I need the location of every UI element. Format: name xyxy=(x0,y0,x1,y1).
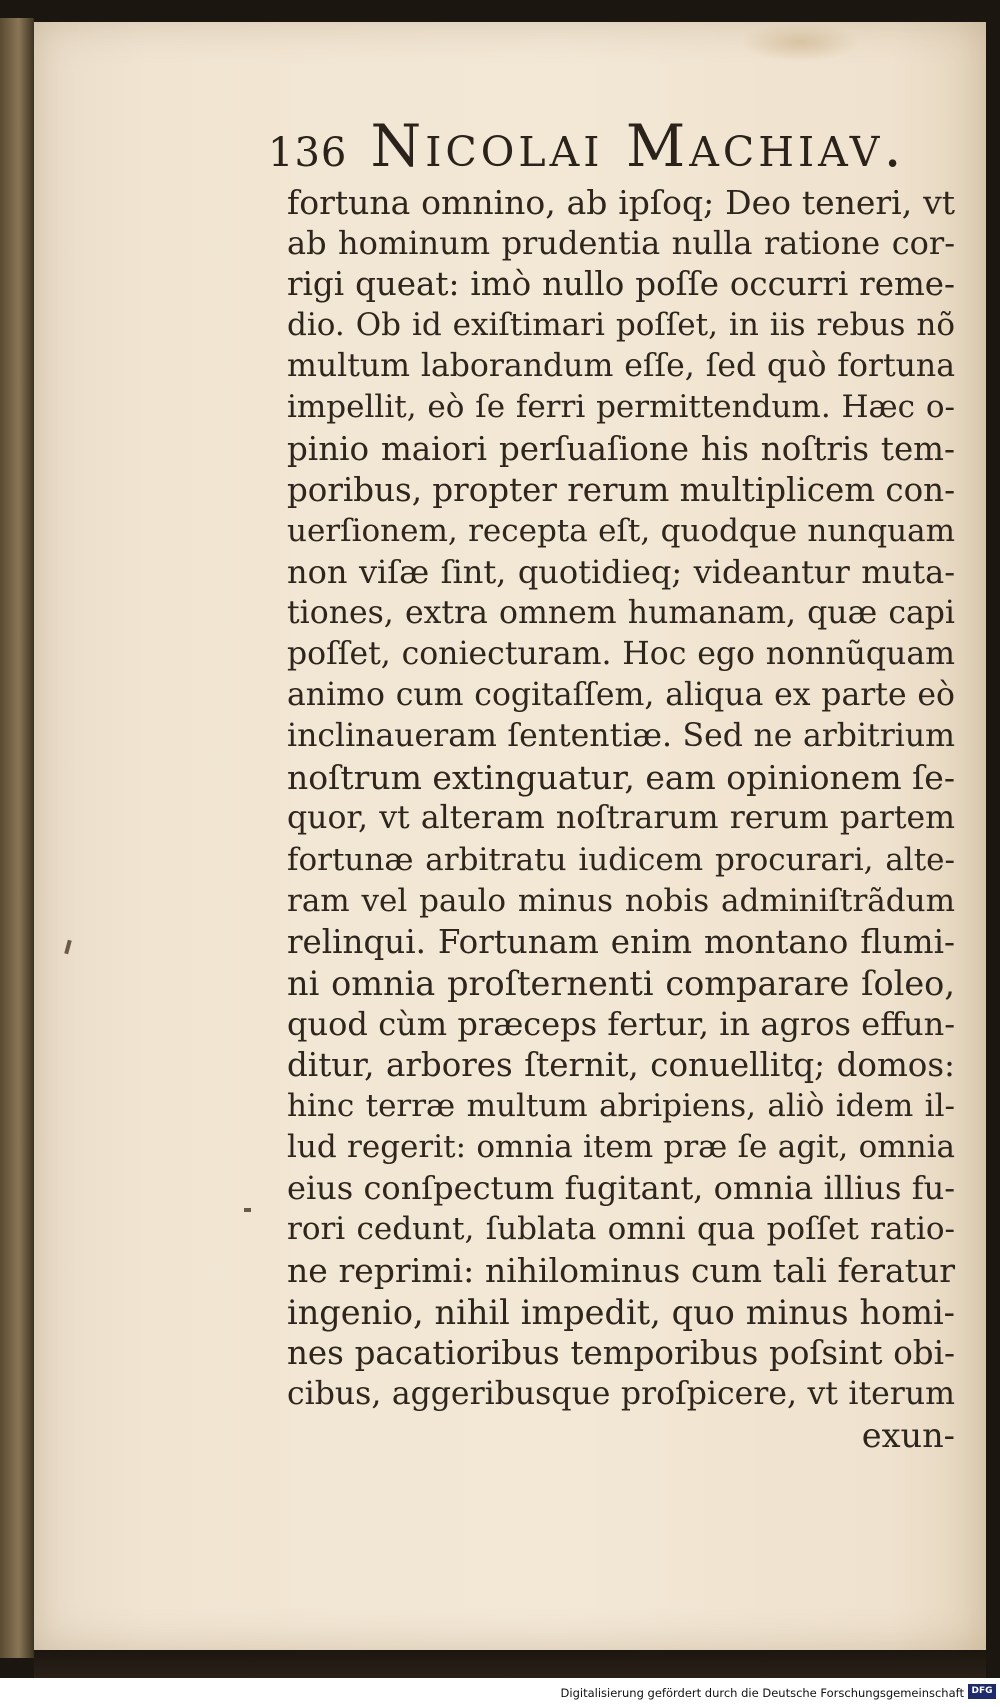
text-line: poribus, propter rerum multiplicem con- xyxy=(287,470,956,509)
text-line: quor, vt alteram noſtrarum rerum partem xyxy=(287,800,955,837)
text-line: hinc terræ multum abripiens, aliò idem il- xyxy=(287,1088,955,1125)
text-line: ingenio, nihil impedit, quo minus homi- xyxy=(287,1292,955,1332)
text-line: non viſæ ſint, quotidieq; videantur muta- xyxy=(287,552,955,591)
running-head: Nicolai Machiav. xyxy=(370,112,906,180)
dfg-logo-icon: DFG xyxy=(968,1684,996,1699)
paper-stain xyxy=(740,22,860,62)
page-bottom-edge xyxy=(34,1650,986,1678)
text-line: uerſionem, recepta eſt, quodque nunquam xyxy=(287,512,955,549)
text-line: impellit, eò ſe ferri permittendum. Hæc o- xyxy=(287,389,955,426)
text-line: relinqui. Fortunam enim montano flumi- xyxy=(287,922,955,961)
text-line: ab hominum prudentia nulla ratione cor- xyxy=(287,224,955,263)
text-line: fortunæ arbitratu iudicem procurari, alte- xyxy=(287,841,955,878)
text-line: dio. Ob id exiſtimari poſſet, in iis rebus nõ xyxy=(287,307,955,344)
text-line: inclinaueram ſententiæ. Sed ne arbitrium xyxy=(287,718,955,755)
funding-credit: Digitalisierung gefördert durch die Deutsche Forschungsgemeinschaft xyxy=(560,1686,964,1700)
ink-mark xyxy=(244,1208,251,1212)
text-line: eius conſpectum fugitant, omnia illius fu- xyxy=(287,1169,955,1208)
text-line: pinio maiori perſuaſione his noſtris tem- xyxy=(287,429,955,468)
text-line: ditur, arbores ſternit, conuellitq; domos: xyxy=(287,1045,955,1084)
text-line: rigi queat: imò nullo poſſe occurri reme- xyxy=(287,265,955,304)
text-line: nes pacatioribus temporibus poſsint obi- xyxy=(287,1333,955,1372)
text-line: ne reprimi: nihilominus cum tali feratur xyxy=(287,1251,955,1291)
body-text xyxy=(287,182,955,1456)
catchword: exun- xyxy=(861,1415,955,1455)
book-spine-edge xyxy=(0,18,34,1658)
text-line: ni omnia proſternenti comparare ſoleo, xyxy=(287,963,955,1003)
page-header xyxy=(268,112,906,180)
text-line: lud regerit: omnia item præ ſe agit, omnia xyxy=(287,1129,955,1166)
text-line: rori cedunt, ſublata omni qua poſſet ratio- xyxy=(287,1211,955,1248)
text-line: tiones, extra omnem humanam, quæ capi xyxy=(287,594,955,631)
text-line: multum laborandum eſſe, ſed quò fortuna xyxy=(287,348,955,385)
digitization-footer xyxy=(0,1678,1000,1707)
text-line: ram vel paulo minus nobis adminiſtrãdum xyxy=(287,882,955,919)
text-line: poſſet, coniecturam. Hoc ego nonnũquam xyxy=(287,636,955,673)
text-line: noſtrum extinguatur, eam opinionem ſe- xyxy=(287,758,955,798)
text-line: quod cùm præceps fertur, in agros effun- xyxy=(287,1004,955,1043)
text-line: fortuna omnino, ab ipſoq; Deo teneri, vt xyxy=(287,183,955,222)
text-line: cibus, aggeribusque proſpicere, vt iterum xyxy=(287,1375,955,1412)
text-line: animo cum cogitaſſem, aliqua ex parte eò xyxy=(287,677,955,714)
page-number: 136 xyxy=(268,130,348,176)
